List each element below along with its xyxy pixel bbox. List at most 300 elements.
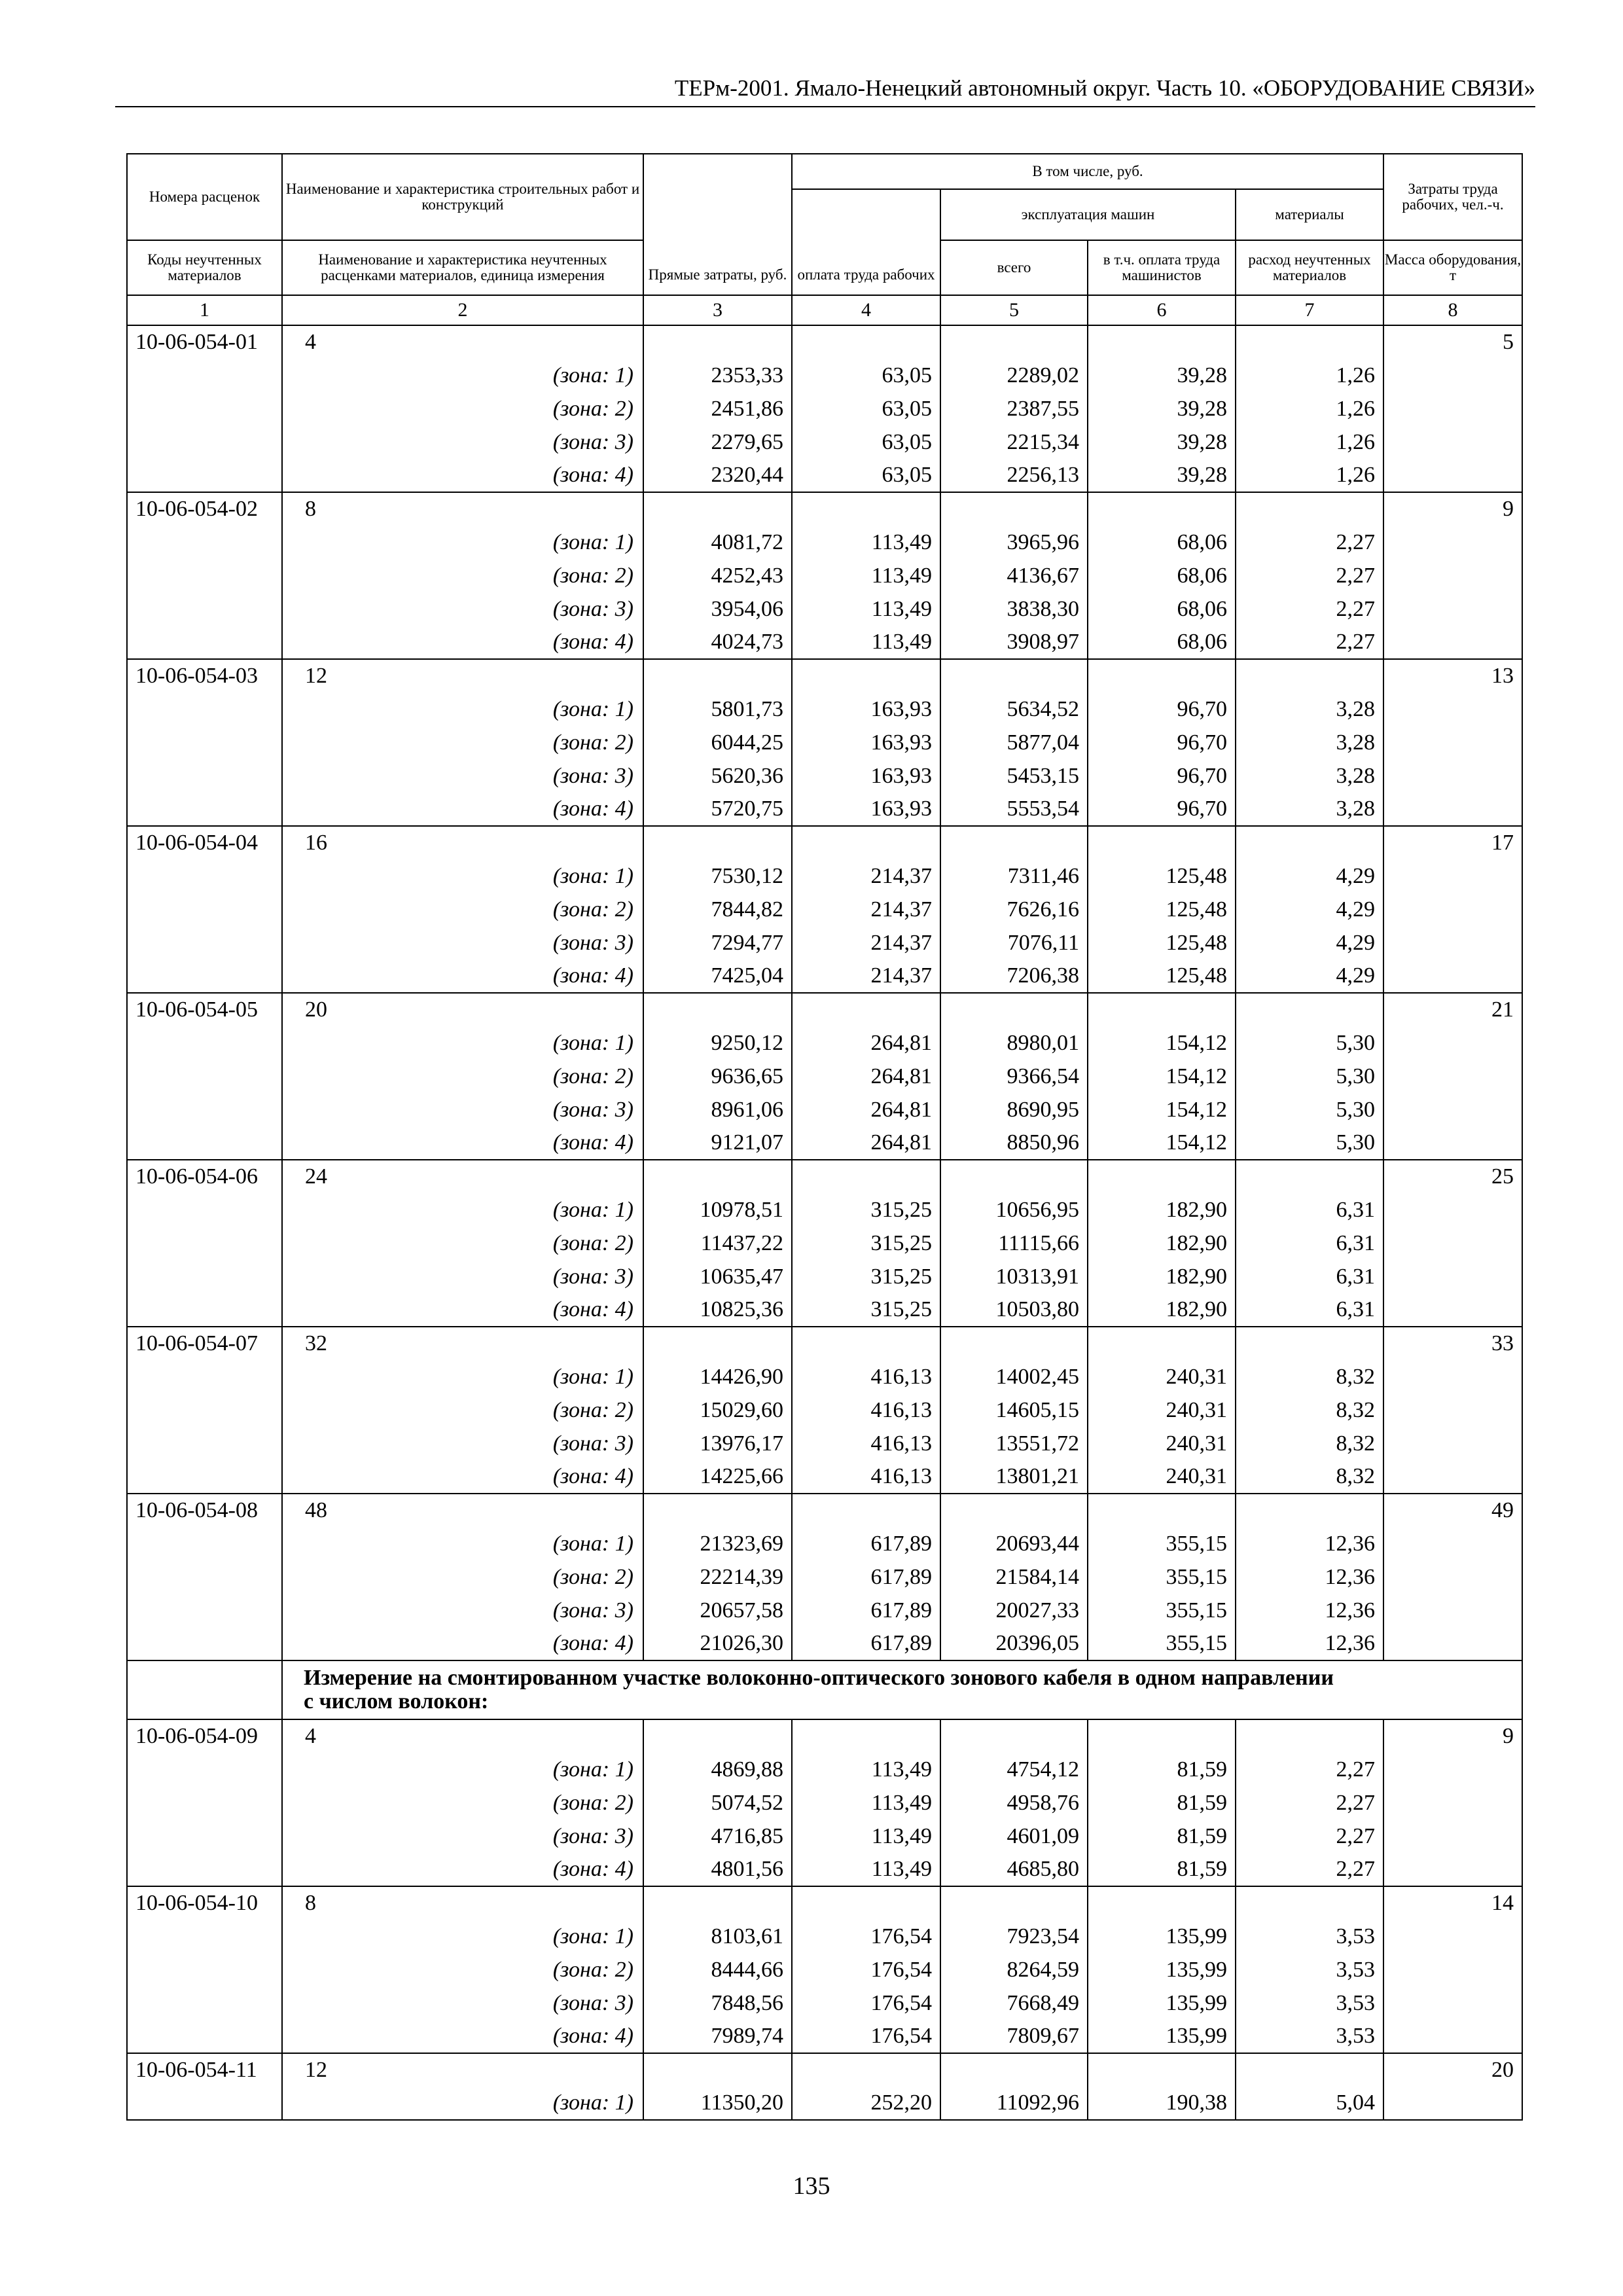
fiber-count: 48 bbox=[282, 1494, 643, 1527]
direct-costs: 4801,56 bbox=[643, 1853, 792, 1886]
empty-cell bbox=[1383, 893, 1522, 926]
machines-total: 3838,30 bbox=[940, 592, 1088, 626]
materials-cost: 8,32 bbox=[1236, 1427, 1383, 1460]
operators-wages: 135,99 bbox=[1088, 1920, 1236, 1953]
workers-wages: 617,89 bbox=[792, 1560, 940, 1594]
direct-costs: 2353,33 bbox=[643, 359, 792, 392]
operators-wages: 39,28 bbox=[1088, 459, 1236, 492]
header-including: В том числе, руб. bbox=[792, 154, 1383, 189]
materials-cost: 1,26 bbox=[1236, 425, 1383, 459]
machines-total: 4601,09 bbox=[940, 1820, 1088, 1853]
empty-cell bbox=[1383, 1427, 1522, 1460]
materials-cost: 4,29 bbox=[1236, 926, 1383, 960]
empty-cell bbox=[940, 1886, 1088, 1920]
empty-cell bbox=[127, 425, 282, 459]
fiber-count: 8 bbox=[282, 1886, 643, 1920]
empty-cell bbox=[127, 1627, 282, 1660]
zone-row bbox=[127, 859, 1522, 893]
empty-cell bbox=[1383, 1193, 1522, 1227]
machines-total: 5553,54 bbox=[940, 793, 1088, 826]
direct-costs: 5620,36 bbox=[643, 759, 792, 793]
operators-wages: 68,06 bbox=[1088, 526, 1236, 559]
fiber-count: 4 bbox=[282, 1719, 643, 1753]
direct-costs: 7989,74 bbox=[643, 2020, 792, 2053]
workers-wages: 617,89 bbox=[792, 1627, 940, 1660]
zone-label: (зона: 2) bbox=[282, 1786, 643, 1820]
rate-code: 10-06-054-01 bbox=[127, 325, 282, 359]
empty-cell bbox=[643, 1160, 792, 1193]
empty-cell bbox=[127, 626, 282, 659]
header-rate-numbers: Номера расценок bbox=[127, 154, 282, 240]
direct-costs: 10635,47 bbox=[643, 1260, 792, 1293]
workers-wages: 176,54 bbox=[792, 1920, 940, 1953]
direct-costs: 4024,73 bbox=[643, 626, 792, 659]
header-direct-costs: Прямые затраты, руб. bbox=[643, 154, 792, 295]
materials-cost: 8,32 bbox=[1236, 1460, 1383, 1494]
workers-wages: 63,05 bbox=[792, 459, 940, 492]
operators-wages: 39,28 bbox=[1088, 359, 1236, 392]
empty-cell bbox=[127, 1193, 282, 1227]
zone-row bbox=[127, 425, 1522, 459]
zone-row bbox=[127, 1026, 1522, 1060]
column-number: 3 bbox=[643, 295, 792, 325]
zone-label: (зона: 3) bbox=[282, 759, 643, 793]
materials-cost: 1,26 bbox=[1236, 392, 1383, 425]
rate-header-row bbox=[127, 1494, 1522, 1527]
operators-wages: 125,48 bbox=[1088, 859, 1236, 893]
running-header: ТЕРм-2001. Ямало-Ненецкий автономный округ. Часть 10. «ОБОРУДОВАНИЕ СВЯЗИ» bbox=[674, 75, 1535, 101]
materials-cost: 2,27 bbox=[1236, 1853, 1383, 1886]
machines-total: 20396,05 bbox=[940, 1627, 1088, 1660]
zone-label: (зона: 3) bbox=[282, 1820, 643, 1853]
workers-wages: 63,05 bbox=[792, 359, 940, 392]
materials-cost: 12,36 bbox=[1236, 1527, 1383, 1560]
zone-label: (зона: 1) bbox=[282, 2087, 643, 2120]
direct-costs: 15029,60 bbox=[643, 1393, 792, 1427]
operators-wages: 154,12 bbox=[1088, 1026, 1236, 1060]
direct-costs: 8961,06 bbox=[643, 1093, 792, 1126]
direct-costs: 5074,52 bbox=[643, 1786, 792, 1820]
rate-code: 10-06-054-04 bbox=[127, 826, 282, 859]
operators-wages: 68,06 bbox=[1088, 592, 1236, 626]
empty-cell bbox=[1383, 359, 1522, 392]
rate-code: 10-06-054-08 bbox=[127, 1494, 282, 1527]
workers-wages: 214,37 bbox=[792, 926, 940, 960]
workers-wages: 214,37 bbox=[792, 859, 940, 893]
page-number: 135 bbox=[793, 2172, 830, 2200]
machines-total: 4754,12 bbox=[940, 1753, 1088, 1786]
empty-cell bbox=[1383, 559, 1522, 592]
zone-row bbox=[127, 1920, 1522, 1953]
column-number: 8 bbox=[1383, 295, 1522, 325]
empty-cell bbox=[1088, 826, 1236, 859]
workers-wages: 163,93 bbox=[792, 726, 940, 759]
rate-groups-b bbox=[127, 1719, 1522, 2120]
machines-total: 13801,21 bbox=[940, 1460, 1088, 1494]
materials-cost: 5,04 bbox=[1236, 2087, 1383, 2120]
zone-row bbox=[127, 1460, 1522, 1494]
operators-wages: 182,90 bbox=[1088, 1260, 1236, 1293]
machines-total: 7809,67 bbox=[940, 2020, 1088, 2053]
empty-cell bbox=[792, 1719, 940, 1753]
zone-label: (зона: 4) bbox=[282, 960, 643, 993]
workers-wages: 113,49 bbox=[792, 1786, 940, 1820]
machines-total: 7206,38 bbox=[940, 960, 1088, 993]
machines-total: 13551,72 bbox=[940, 1427, 1088, 1460]
direct-costs: 7530,12 bbox=[643, 859, 792, 893]
machines-total: 5634,52 bbox=[940, 692, 1088, 726]
header-machines-total: всего bbox=[940, 240, 1088, 295]
direct-costs: 11350,20 bbox=[643, 2087, 792, 2120]
rate-code: 10-06-054-02 bbox=[127, 492, 282, 526]
empty-cell bbox=[1088, 325, 1236, 359]
fiber-count: 20 bbox=[282, 993, 643, 1026]
machines-total: 8850,96 bbox=[940, 1126, 1088, 1160]
empty-cell bbox=[127, 2020, 282, 2053]
operators-wages: 125,48 bbox=[1088, 926, 1236, 960]
column-number: 7 bbox=[1236, 295, 1383, 325]
workers-wages: 617,89 bbox=[792, 1594, 940, 1627]
empty-cell bbox=[127, 1260, 282, 1293]
zone-label: (зона: 2) bbox=[282, 726, 643, 759]
empty-cell bbox=[127, 1060, 282, 1093]
machines-total: 5877,04 bbox=[940, 726, 1088, 759]
zone-row bbox=[127, 1753, 1522, 1786]
labor-costs: 33 bbox=[1383, 1327, 1522, 1360]
labor-costs: 49 bbox=[1383, 1494, 1522, 1527]
empty-cell bbox=[643, 993, 792, 1026]
empty-cell bbox=[1088, 2053, 1236, 2087]
empty-cell bbox=[792, 2053, 940, 2087]
machines-total: 8264,59 bbox=[940, 1953, 1088, 1986]
zone-row bbox=[127, 1060, 1522, 1093]
column-number: 4 bbox=[792, 295, 940, 325]
empty-cell bbox=[792, 492, 940, 526]
empty-cell bbox=[127, 1853, 282, 1886]
column-number: 1 bbox=[127, 295, 282, 325]
materials-cost: 3,28 bbox=[1236, 726, 1383, 759]
operators-wages: 68,06 bbox=[1088, 626, 1236, 659]
fiber-count: 8 bbox=[282, 492, 643, 526]
empty-cell bbox=[792, 1327, 940, 1360]
empty-cell bbox=[127, 1293, 282, 1327]
materials-cost: 12,36 bbox=[1236, 1594, 1383, 1627]
materials-cost: 5,30 bbox=[1236, 1026, 1383, 1060]
machines-total: 4136,67 bbox=[940, 559, 1088, 592]
zone-row bbox=[127, 1360, 1522, 1393]
empty-cell bbox=[1383, 1126, 1522, 1160]
materials-cost: 3,28 bbox=[1236, 793, 1383, 826]
zone-label: (зона: 2) bbox=[282, 392, 643, 425]
operators-wages: 240,31 bbox=[1088, 1460, 1236, 1494]
materials-cost: 3,28 bbox=[1236, 692, 1383, 726]
operators-wages: 355,15 bbox=[1088, 1594, 1236, 1627]
materials-cost: 4,29 bbox=[1236, 960, 1383, 993]
rate-header-row bbox=[127, 659, 1522, 692]
empty-cell bbox=[643, 826, 792, 859]
materials-cost: 2,27 bbox=[1236, 1753, 1383, 1786]
empty-cell bbox=[1383, 859, 1522, 893]
rate-header-row bbox=[127, 826, 1522, 859]
empty-cell bbox=[127, 1920, 282, 1953]
empty-cell bbox=[792, 1886, 940, 1920]
workers-wages: 113,49 bbox=[792, 592, 940, 626]
machines-total: 4958,76 bbox=[940, 1786, 1088, 1820]
empty-cell bbox=[643, 1327, 792, 1360]
empty-cell bbox=[127, 1427, 282, 1460]
empty-cell bbox=[1383, 1853, 1522, 1886]
zone-row bbox=[127, 1293, 1522, 1327]
operators-wages: 355,15 bbox=[1088, 1527, 1236, 1560]
materials-cost: 5,30 bbox=[1236, 1060, 1383, 1093]
machines-total: 4685,80 bbox=[940, 1853, 1088, 1886]
rate-header-row bbox=[127, 1886, 1522, 1920]
materials-cost: 8,32 bbox=[1236, 1360, 1383, 1393]
empty-cell bbox=[643, 1494, 792, 1527]
workers-wages: 214,37 bbox=[792, 893, 940, 926]
zone-label: (зона: 2) bbox=[282, 1560, 643, 1594]
zone-row bbox=[127, 692, 1522, 726]
empty-cell bbox=[1383, 1227, 1522, 1260]
empty-cell bbox=[940, 826, 1088, 859]
empty-cell bbox=[1383, 2020, 1522, 2053]
empty-cell bbox=[1383, 1820, 1522, 1853]
empty-cell bbox=[1236, 1494, 1383, 1527]
operators-wages: 154,12 bbox=[1088, 1060, 1236, 1093]
empty-cell bbox=[127, 859, 282, 893]
labor-costs: 13 bbox=[1383, 659, 1522, 692]
empty-cell bbox=[127, 592, 282, 626]
operators-wages: 240,31 bbox=[1088, 1427, 1236, 1460]
empty-cell bbox=[1383, 1560, 1522, 1594]
zone-label: (зона: 1) bbox=[282, 1360, 643, 1393]
materials-cost: 2,27 bbox=[1236, 1786, 1383, 1820]
empty-cell bbox=[127, 1786, 282, 1820]
materials-cost: 5,30 bbox=[1236, 1126, 1383, 1160]
workers-wages: 264,81 bbox=[792, 1060, 940, 1093]
operators-wages: 39,28 bbox=[1088, 425, 1236, 459]
workers-wages: 315,25 bbox=[792, 1193, 940, 1227]
operators-wages: 240,31 bbox=[1088, 1393, 1236, 1427]
materials-cost: 3,53 bbox=[1236, 1920, 1383, 1953]
workers-wages: 113,49 bbox=[792, 626, 940, 659]
workers-wages: 163,93 bbox=[792, 793, 940, 826]
direct-costs: 4252,43 bbox=[643, 559, 792, 592]
empty-cell bbox=[127, 1026, 282, 1060]
empty-cell bbox=[1383, 459, 1522, 492]
header-work-name: Наименование и характеристика строительных работ и конструкций bbox=[282, 154, 643, 240]
materials-cost: 5,30 bbox=[1236, 1093, 1383, 1126]
materials-cost: 2,27 bbox=[1236, 1820, 1383, 1853]
zone-row bbox=[127, 592, 1522, 626]
empty-cell bbox=[1383, 1060, 1522, 1093]
empty-cell bbox=[1088, 492, 1236, 526]
operators-wages: 39,28 bbox=[1088, 392, 1236, 425]
zone-label: (зона: 3) bbox=[282, 926, 643, 960]
empty-cell bbox=[1236, 1886, 1383, 1920]
workers-wages: 163,93 bbox=[792, 692, 940, 726]
section-heading-line-1: Измерение на смонтированном участке волоконно-оптического зонового кабеля в одном направлении bbox=[304, 1666, 1334, 1690]
zone-label: (зона: 4) bbox=[282, 2020, 643, 2053]
empty-cell bbox=[643, 1886, 792, 1920]
empty-cell bbox=[1383, 1026, 1522, 1060]
direct-costs: 10825,36 bbox=[643, 1293, 792, 1327]
zone-row bbox=[127, 559, 1522, 592]
zone-label: (зона: 2) bbox=[282, 1227, 643, 1260]
zone-label: (зона: 1) bbox=[282, 1527, 643, 1560]
direct-costs: 4716,85 bbox=[643, 1820, 792, 1853]
direct-costs: 7425,04 bbox=[643, 960, 792, 993]
workers-wages: 163,93 bbox=[792, 759, 940, 793]
direct-costs: 11437,22 bbox=[643, 1227, 792, 1260]
empty-cell bbox=[1383, 1360, 1522, 1393]
empty-cell bbox=[1236, 2053, 1383, 2087]
zone-row bbox=[127, 1853, 1522, 1886]
materials-cost: 3,53 bbox=[1236, 1953, 1383, 1986]
empty-cell bbox=[1088, 993, 1236, 1026]
section-spacer bbox=[127, 1660, 282, 1719]
direct-costs: 14426,90 bbox=[643, 1360, 792, 1393]
operators-wages: 81,59 bbox=[1088, 1786, 1236, 1820]
direct-costs: 9636,65 bbox=[643, 1060, 792, 1093]
machines-total: 7626,16 bbox=[940, 893, 1088, 926]
machines-total: 8980,01 bbox=[940, 1026, 1088, 1060]
zone-row bbox=[127, 926, 1522, 960]
machines-total: 20027,33 bbox=[940, 1594, 1088, 1627]
direct-costs: 22214,39 bbox=[643, 1560, 792, 1594]
empty-cell bbox=[127, 1594, 282, 1627]
zone-row bbox=[127, 1126, 1522, 1160]
materials-cost: 2,27 bbox=[1236, 592, 1383, 626]
header-unaccounted-codes: Коды неучтенных материалов bbox=[127, 240, 282, 295]
empty-cell bbox=[792, 1160, 940, 1193]
empty-cell bbox=[940, 2053, 1088, 2087]
rate-header-row bbox=[127, 325, 1522, 359]
machines-total: 2289,02 bbox=[940, 359, 1088, 392]
empty-cell bbox=[1236, 325, 1383, 359]
labor-costs: 9 bbox=[1383, 492, 1522, 526]
operators-wages: 96,70 bbox=[1088, 726, 1236, 759]
zone-label: (зона: 1) bbox=[282, 526, 643, 559]
empty-cell bbox=[127, 726, 282, 759]
empty-cell bbox=[127, 559, 282, 592]
machines-total: 14002,45 bbox=[940, 1360, 1088, 1393]
empty-cell bbox=[127, 1093, 282, 1126]
operators-wages: 190,38 bbox=[1088, 2087, 1236, 2120]
workers-wages: 63,05 bbox=[792, 392, 940, 425]
zone-label: (зона: 4) bbox=[282, 793, 643, 826]
zone-label: (зона: 1) bbox=[282, 859, 643, 893]
zone-row bbox=[127, 1427, 1522, 1460]
materials-cost: 2,27 bbox=[1236, 626, 1383, 659]
fiber-count: 16 bbox=[282, 826, 643, 859]
empty-cell bbox=[127, 1753, 282, 1786]
header-machines: эксплуатация машин bbox=[940, 189, 1236, 240]
zone-label: (зона: 2) bbox=[282, 1060, 643, 1093]
rate-code: 10-06-054-09 bbox=[127, 1719, 282, 1753]
column-number: 2 bbox=[282, 295, 643, 325]
machines-total: 10313,91 bbox=[940, 1260, 1088, 1293]
machines-total: 11092,96 bbox=[940, 2087, 1088, 2120]
direct-costs: 7294,77 bbox=[643, 926, 792, 960]
direct-costs: 14225,66 bbox=[643, 1460, 792, 1494]
empty-cell bbox=[127, 1527, 282, 1560]
empty-cell bbox=[1383, 526, 1522, 559]
empty-cell bbox=[127, 759, 282, 793]
table-header bbox=[127, 154, 1522, 325]
machines-total: 2387,55 bbox=[940, 392, 1088, 425]
price-table bbox=[126, 153, 1523, 2121]
workers-wages: 264,81 bbox=[792, 1126, 940, 1160]
direct-costs: 13976,17 bbox=[643, 1427, 792, 1460]
fiber-count: 12 bbox=[282, 2053, 643, 2087]
zone-label: (зона: 4) bbox=[282, 1460, 643, 1494]
machines-total: 8690,95 bbox=[940, 1093, 1088, 1126]
empty-cell bbox=[1383, 1986, 1522, 2020]
empty-cell bbox=[1088, 659, 1236, 692]
machines-total: 7668,49 bbox=[940, 1986, 1088, 2020]
rate-header-row bbox=[127, 993, 1522, 1026]
zone-label: (зона: 2) bbox=[282, 1393, 643, 1427]
workers-wages: 113,49 bbox=[792, 1820, 940, 1853]
materials-cost: 4,29 bbox=[1236, 859, 1383, 893]
empty-cell bbox=[1236, 826, 1383, 859]
empty-cell bbox=[1383, 1093, 1522, 1126]
header-labor-costs: Затраты труда рабочих, чел.-ч. bbox=[1383, 154, 1522, 240]
empty-cell bbox=[1383, 759, 1522, 793]
empty-cell bbox=[1383, 392, 1522, 425]
rate-header-row bbox=[127, 1327, 1522, 1360]
header-materials: материалы bbox=[1236, 189, 1383, 240]
empty-cell bbox=[792, 659, 940, 692]
zone-row bbox=[127, 759, 1522, 793]
zone-row bbox=[127, 1260, 1522, 1293]
zone-label: (зона: 4) bbox=[282, 1627, 643, 1660]
rate-code: 10-06-054-06 bbox=[127, 1160, 282, 1193]
zone-row bbox=[127, 2020, 1522, 2053]
zone-row bbox=[127, 793, 1522, 826]
empty-cell bbox=[1383, 1293, 1522, 1327]
operators-wages: 154,12 bbox=[1088, 1126, 1236, 1160]
empty-cell bbox=[1383, 960, 1522, 993]
machines-total: 7923,54 bbox=[940, 1920, 1088, 1953]
operators-wages: 96,70 bbox=[1088, 692, 1236, 726]
fiber-count: 24 bbox=[282, 1160, 643, 1193]
empty-cell bbox=[127, 1393, 282, 1427]
rate-groups-a bbox=[127, 325, 1522, 1660]
empty-cell bbox=[1383, 1920, 1522, 1953]
zone-row bbox=[127, 1594, 1522, 1627]
empty-cell bbox=[792, 826, 940, 859]
zone-row bbox=[127, 1986, 1522, 2020]
empty-cell bbox=[940, 325, 1088, 359]
zone-row bbox=[127, 1560, 1522, 1594]
operators-wages: 96,70 bbox=[1088, 793, 1236, 826]
machines-total: 20693,44 bbox=[940, 1527, 1088, 1560]
empty-cell bbox=[1383, 626, 1522, 659]
zone-label: (зона: 4) bbox=[282, 1126, 643, 1160]
fiber-count: 12 bbox=[282, 659, 643, 692]
section-heading bbox=[282, 1660, 1522, 1719]
materials-cost: 6,31 bbox=[1236, 1293, 1383, 1327]
empty-cell bbox=[643, 1719, 792, 1753]
workers-wages: 315,25 bbox=[792, 1260, 940, 1293]
empty-cell bbox=[127, 1986, 282, 2020]
zone-row bbox=[127, 1393, 1522, 1427]
empty-cell bbox=[940, 1494, 1088, 1527]
operators-wages: 68,06 bbox=[1088, 559, 1236, 592]
workers-wages: 113,49 bbox=[792, 1753, 940, 1786]
